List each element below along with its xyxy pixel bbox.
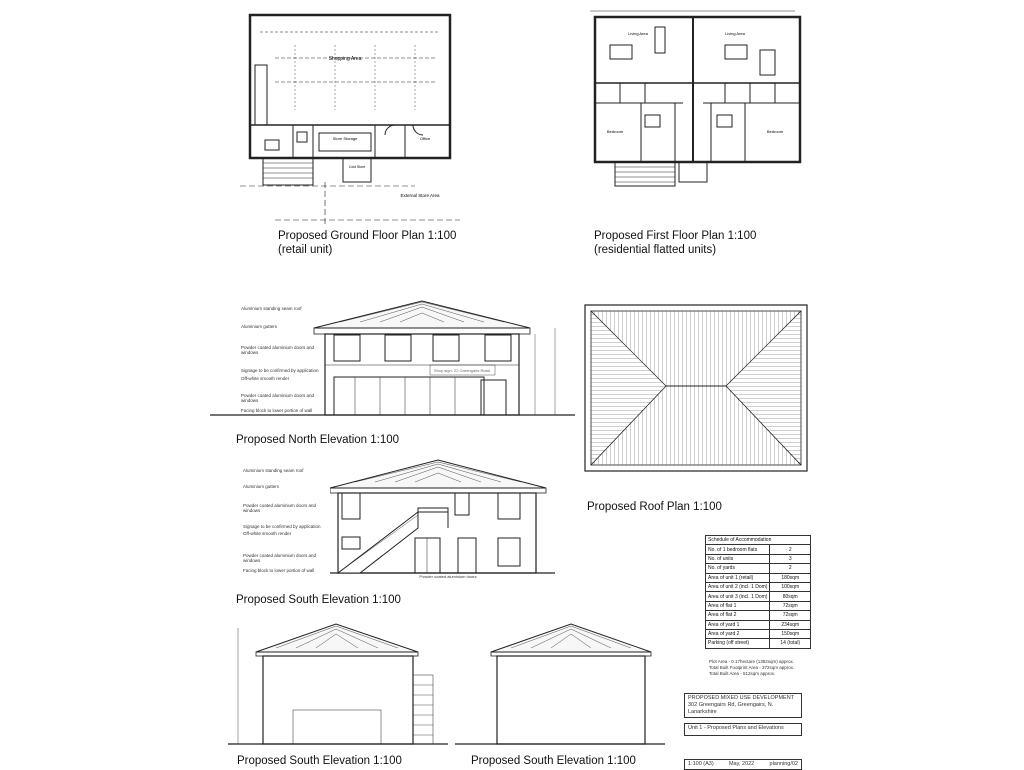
side-elevation-left xyxy=(228,620,448,748)
row-value: 234sqm xyxy=(770,620,811,629)
row-label: Area of yard 1 xyxy=(706,620,770,629)
side-elevation-left-caption: Proposed South Elevation 1:100 xyxy=(237,755,402,767)
table-row xyxy=(706,601,811,610)
table-row xyxy=(706,639,811,648)
drawing-meta xyxy=(684,759,802,770)
row-value: 72sqm xyxy=(770,601,811,610)
north-note: Powder coated aluminium doors and windows xyxy=(241,393,315,403)
north-note: Signage to be confirmed by application xyxy=(241,368,319,373)
ground-floor-plan xyxy=(235,10,465,225)
first-floor-subcaption: (residential flatted units) xyxy=(594,244,717,256)
side-elevation-right xyxy=(455,620,665,748)
drawing-ref: planning/02 xyxy=(769,761,798,767)
table-row xyxy=(706,592,811,601)
south-note: Aluminium standing seam roof xyxy=(243,468,304,473)
drawing-title: Unit 1 - Proposed Plans and Elevations xyxy=(688,725,784,731)
schedule-note: Total Built Area - 512sqm approx. xyxy=(709,670,776,676)
row-value: 3 xyxy=(770,554,811,563)
drawing-scale: 1:100 (A3) xyxy=(688,761,714,767)
schedule-note: Total Built Footprint Area - 372sqm approx. xyxy=(709,664,795,670)
drawing-date: May, 2022 xyxy=(728,761,755,767)
row-label: No. of yards xyxy=(706,564,770,573)
schedule-note: Plot Area - 0.17hectare (1392sqm) approx. xyxy=(709,658,795,664)
drawing-title-box xyxy=(684,723,802,736)
side-elevation-right-caption: Proposed South Elevation 1:100 xyxy=(471,755,636,767)
first-floor-caption: Proposed First Floor Plan 1:100 xyxy=(594,230,757,242)
south-note: Facing block to lower portion of wall xyxy=(243,568,315,573)
south-note: Off-white smooth render xyxy=(243,531,292,536)
south-bottom-note: Powder coated aluminium doors xyxy=(419,574,477,579)
table-row xyxy=(706,573,811,582)
row-value: 14 (total) xyxy=(770,639,811,648)
store-label: Store Storage xyxy=(332,136,358,141)
south-elevation xyxy=(330,455,555,580)
first-floor-plan xyxy=(575,5,810,190)
row-value: 180sqm xyxy=(770,573,811,582)
table-row xyxy=(706,620,811,629)
north-elevation xyxy=(210,295,575,420)
schedule-notes xyxy=(705,659,815,677)
table-row xyxy=(706,582,811,591)
ground-floor-caption: Proposed Ground Floor Plan 1:100 xyxy=(278,230,457,242)
row-value: 2 xyxy=(770,564,811,573)
north-note: Off-white smooth render xyxy=(241,376,290,381)
project-box xyxy=(684,693,802,718)
north-note: Aluminium gutters xyxy=(241,324,278,329)
table-row xyxy=(706,564,811,573)
row-label: No. of units xyxy=(706,554,770,563)
south-note: Aluminium gutters xyxy=(243,484,280,489)
row-label: Area of unit 3 (incl. 1 Dom) xyxy=(706,592,770,601)
row-value: 80sqm xyxy=(770,592,811,601)
south-elevation-caption: Proposed South Elevation 1:100 xyxy=(236,594,401,606)
office-label: Office xyxy=(419,136,431,141)
shop-sign-text: Shop sign: 22 Greengairs Road xyxy=(433,368,491,373)
row-value: 72sqm xyxy=(770,611,811,620)
schedule-of-accommodation xyxy=(705,535,815,677)
south-note: Signage to be confirmed by application xyxy=(243,524,321,529)
roof-plan-caption: Proposed Roof Plan 1:100 xyxy=(587,501,722,513)
row-value: 2 xyxy=(770,545,811,554)
table-row xyxy=(706,545,811,554)
row-label: Area of flat 1 xyxy=(706,601,770,610)
living-label-right: Living Area xyxy=(725,31,745,36)
table-row xyxy=(706,629,811,638)
north-note: Aluminium standing seam roof xyxy=(241,306,302,311)
north-note: Powder coated aluminium doors and windows xyxy=(241,345,315,355)
row-value: 150sqm xyxy=(770,629,811,638)
bedroom-label-left: Bedroom xyxy=(606,129,624,134)
row-label: Area of yard 2 xyxy=(706,629,770,638)
row-label: Area of unit 1 (retail) xyxy=(706,573,770,582)
table-row xyxy=(706,554,811,563)
schedule-title: Schedule of Accommodation xyxy=(706,536,811,545)
row-label: Parking (off street) xyxy=(706,639,770,648)
row-label: No. of 1 bedroom flats xyxy=(706,545,770,554)
row-label: Area of unit 2 (incl. 1 Dom) xyxy=(706,582,770,591)
project-title: PROPOSED MIXED USE DEVELOPMENT xyxy=(688,695,795,701)
title-block xyxy=(684,693,802,770)
bedroom-label-right: Bedroom xyxy=(766,129,784,134)
living-label-left: Living Area xyxy=(628,31,648,36)
south-note: Powder coated aluminium doors and windows xyxy=(243,553,317,563)
ground-floor-subcaption: (retail unit) xyxy=(278,244,333,256)
row-label: Area of flat 2 xyxy=(706,611,770,620)
north-elevation-caption: Proposed North Elevation 1:100 xyxy=(236,434,400,446)
row-value: 100sqm xyxy=(770,582,811,591)
north-note: Facing block to lower portion of wall xyxy=(241,408,313,413)
table-row xyxy=(706,611,811,620)
cold-store-label: Cold Store xyxy=(348,165,366,169)
external-store-label: External Store Area xyxy=(400,193,440,198)
south-note: Powder coated aluminium doors and windows xyxy=(243,503,317,513)
roof-plan xyxy=(582,302,810,474)
project-address: 302 Greengairs Rd, Greengairs, N. Lanarkshire xyxy=(688,702,774,715)
shopping-area-label: Shopping Area xyxy=(328,56,362,62)
